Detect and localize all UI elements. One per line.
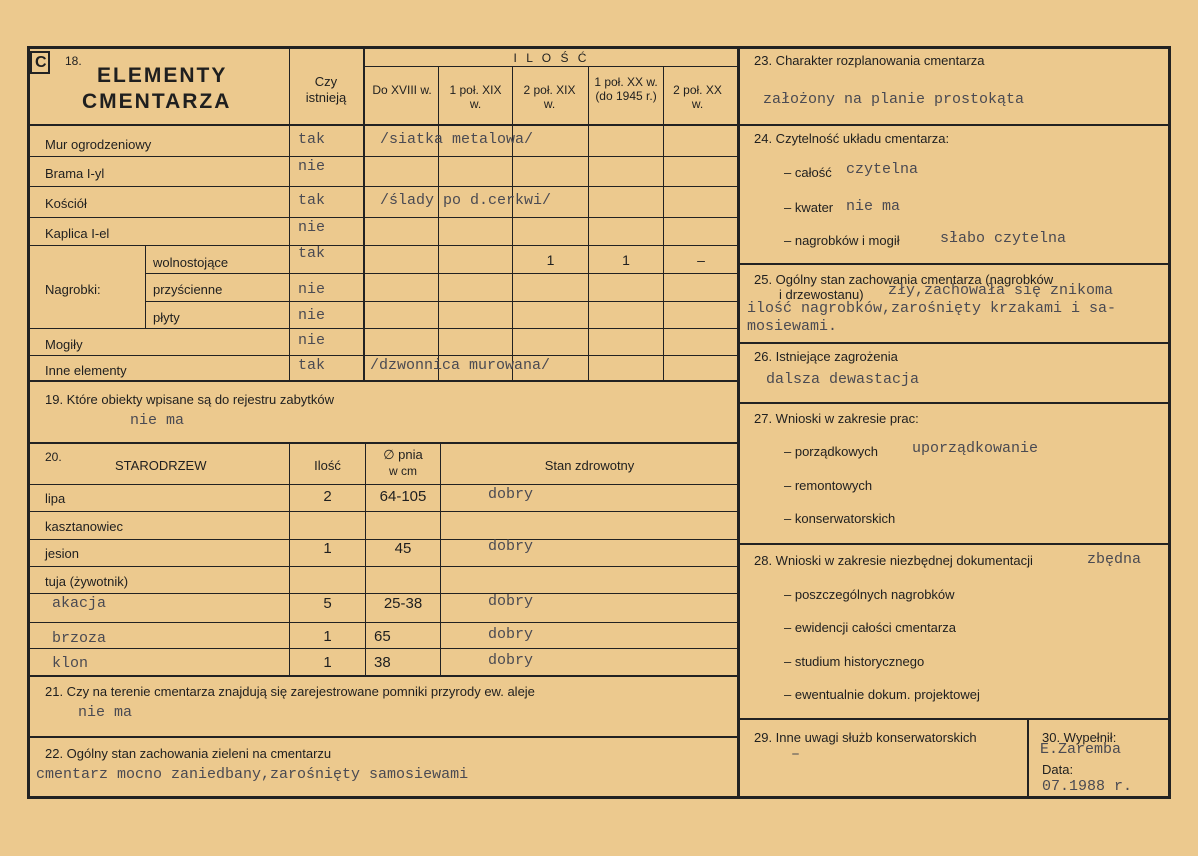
section-19-answer: nie ma — [130, 412, 185, 429]
frame-right-top — [740, 46, 1171, 49]
section-25-answer-line2: ilość nagrobków,zarośnięty krzakami i sa- — [747, 300, 1117, 317]
tree-name-brzoza: brzoza — [52, 630, 107, 647]
s27-item-porzadkowych: – porządkowych — [784, 444, 878, 459]
wolnostojace-count-2pol-xx: – — [697, 252, 705, 268]
tree-count-lipa: 2 — [323, 488, 332, 505]
section-25-label-line2: i drzewostanu) — [779, 287, 864, 302]
row-label-mur: Mur ogrodzeniowy — [45, 137, 152, 152]
tree-name-tuja: tuja (żywotnik) — [45, 574, 129, 589]
section-18-number: 18. — [65, 54, 82, 68]
row-label-przyscienne: przyścienne — [153, 282, 223, 297]
tree-health-klon: dobry — [488, 652, 534, 669]
wolnostojace-count-2pol-xix: 1 — [546, 252, 555, 268]
row-exists-plyty: nie — [298, 307, 326, 324]
section-18-title-line2: CMENTARZA — [82, 90, 232, 113]
tree-name-jesion: jesion — [45, 546, 79, 561]
row-label-brama: Brama I-yl — [45, 166, 105, 181]
s28-item-0: – poszczególnych nagrobków — [784, 587, 955, 602]
s28-item-2: – studium historycznego — [784, 654, 925, 669]
s28-item-3: – ewentualnie dokum. projektowej — [784, 687, 980, 702]
period-col-4: 2 poł. XX w. — [673, 83, 722, 112]
section-29-answer: – — [791, 746, 801, 763]
section-mark: C — [35, 54, 47, 71]
ilosc-header: I L O Ś Ć — [513, 51, 590, 65]
section-30-name: E.Zaremba — [1040, 741, 1122, 758]
frame-left-bottom — [28, 796, 740, 799]
section-30-date-label: Data: — [1042, 762, 1074, 777]
tree-diameter-lipa: 64-105 — [379, 488, 427, 505]
tree-name-klon: klon — [52, 655, 89, 672]
starodrzew-col-diameter-2: w cm — [389, 464, 417, 478]
section-30-label: 30. Wypełnił: — [1042, 730, 1117, 745]
frame-right-bottom — [740, 796, 1171, 799]
row-exists-inne: tak — [298, 357, 326, 374]
tree-health-brzoza: dobry — [488, 626, 534, 643]
period-col-3: 1 poł. XX w. (do 1945 r.) — [594, 75, 658, 103]
section-22-label: 22. Ogólny stan zachowania zieleni na cmentarzu — [45, 746, 332, 761]
section-25-label-line1: 25. Ogólny stan zachowania cmentarza (nagrobków — [754, 272, 1054, 287]
tree-health-jesion: dobry — [488, 538, 534, 555]
tree-count-jesion: 1 — [323, 540, 332, 557]
section-18-title-line1: ELEMENTY — [97, 64, 228, 87]
row-label-kaplica: Kaplica I-el — [45, 226, 110, 241]
row-label-wolnostojace: wolnostojące — [153, 255, 229, 270]
section-19-label: 19. Które obiekty wpisane są do rejestru zabytków — [45, 392, 335, 407]
frame-left-left — [27, 46, 30, 799]
tree-health-akacja: dobry — [488, 593, 534, 610]
section-21-answer: nie ma — [78, 704, 133, 721]
starodrzew-col-health: Stan zdrowotny — [544, 458, 635, 473]
frame-right-right — [1168, 46, 1171, 799]
section-23-answer: założony na planie prostokąta — [763, 91, 1025, 108]
s24-answer-calosc: czytelna — [846, 161, 919, 178]
frame-mid — [737, 46, 740, 799]
section-20-title: STARODRZEW — [115, 458, 207, 473]
starodrzew-col-diameter-1: ∅ pnia — [383, 447, 423, 462]
tree-name-lipa: lipa — [45, 491, 66, 506]
row-exists-mogily: nie — [298, 332, 326, 349]
section-20-number: 20. — [45, 450, 62, 464]
row-label-inne: Inne elementy — [45, 363, 127, 378]
tree-health-lipa: dobry — [488, 486, 534, 503]
tree-diameter-jesion: 45 — [394, 540, 412, 557]
section-29-label: 29. Inne uwagi służb konserwatorskich — [754, 730, 977, 745]
section-26-answer: dalsza dewastacja — [766, 371, 920, 388]
row-label-kosciol: Kościół — [45, 196, 87, 211]
s24-item-nagrobkow: – nagrobków i mogił — [784, 233, 900, 248]
tree-diameter-brzoza: 65 — [374, 628, 391, 645]
period-col-0: Do XVIII w. — [372, 83, 432, 97]
row-exists-kosciol: tak — [298, 192, 326, 209]
tree-name-kasztanowiec: kasztanowiec — [45, 519, 124, 534]
row-label-mogily: Mogiły — [45, 337, 83, 352]
section-24-label: 24. Czytelność układu cmentarza: — [754, 131, 950, 146]
row-exists-przyscienne: nie — [298, 281, 326, 298]
section-25-answer-line1: zły,zachowała się znikoma — [888, 282, 1114, 299]
section-23-label: 23. Charakter rozplanowania cmentarza — [754, 53, 985, 68]
row-note-kosciol: /ślady po d.cerkwi/ — [380, 192, 552, 209]
section-27-label: 27. Wnioski w zakresie prac: — [754, 411, 919, 426]
row-note-inne: /dzwonnica murowana/ — [370, 357, 551, 374]
section-28-label: 28. Wnioski w zakresie niezbędnej dokumentacji — [754, 553, 1033, 568]
frame-left-top — [28, 46, 738, 49]
row-note-mur: /siatka metalowa/ — [380, 131, 534, 148]
s27-answer-porzadkowych: uporządkowanie — [912, 440, 1039, 457]
tree-diameter-klon: 38 — [374, 654, 391, 671]
section-21-label: 21. Czy na terenie cmentarza znajdują się zarejestrowane pomniki przyrody ew. aleje — [45, 684, 535, 699]
period-col-2: 2 poł. XIX w. — [523, 83, 576, 112]
section-26-label: 26. Istniejące zagrożenia — [754, 349, 898, 364]
starodrzew-col-count: Ilość — [314, 458, 341, 473]
section-30-date: 07.1988 r. — [1042, 778, 1133, 795]
period-col-1: 1 poł. XIX w. — [449, 83, 502, 112]
row-exists-kaplica: nie — [298, 219, 326, 236]
s24-answer-nagrobkow: słabo czytelna — [940, 230, 1067, 247]
tree-count-akacja: 5 — [323, 595, 332, 612]
tree-diameter-akacja: 25-38 — [383, 595, 423, 612]
row-exists-mur: tak — [298, 131, 326, 148]
tree-count-klon: 1 — [323, 654, 332, 671]
section-25-answer-line3: mosiewami. — [747, 318, 838, 335]
section-28-answer: zbędna — [1087, 551, 1142, 568]
s27-item-remontowych: – remontowych — [784, 478, 873, 493]
tree-count-brzoza: 1 — [323, 628, 332, 645]
wolnostojace-count-1pol-xx: 1 — [622, 252, 630, 268]
column-header-exists: Czy istnieją — [305, 74, 347, 105]
row-label-plyty: płyty — [153, 310, 180, 325]
s24-item-calosc: – całość — [784, 165, 832, 180]
s28-item-1: – ewidencji całości cmentarza — [784, 620, 956, 635]
nagrobki-label: Nagrobki: — [45, 282, 101, 297]
s27-item-konserwatorskich: – konserwatorskich — [784, 511, 896, 526]
row-exists-wolnostojace: tak — [298, 245, 326, 262]
tree-name-akacja: akacja — [52, 595, 107, 612]
s24-answer-kwater: nie ma — [846, 198, 901, 215]
row-exists-brama: nie — [298, 158, 326, 175]
section-22-answer: cmentarz mocno zaniedbany,zarośnięty samosiewami — [36, 766, 469, 783]
s24-item-kwater: – kwater — [784, 200, 834, 215]
